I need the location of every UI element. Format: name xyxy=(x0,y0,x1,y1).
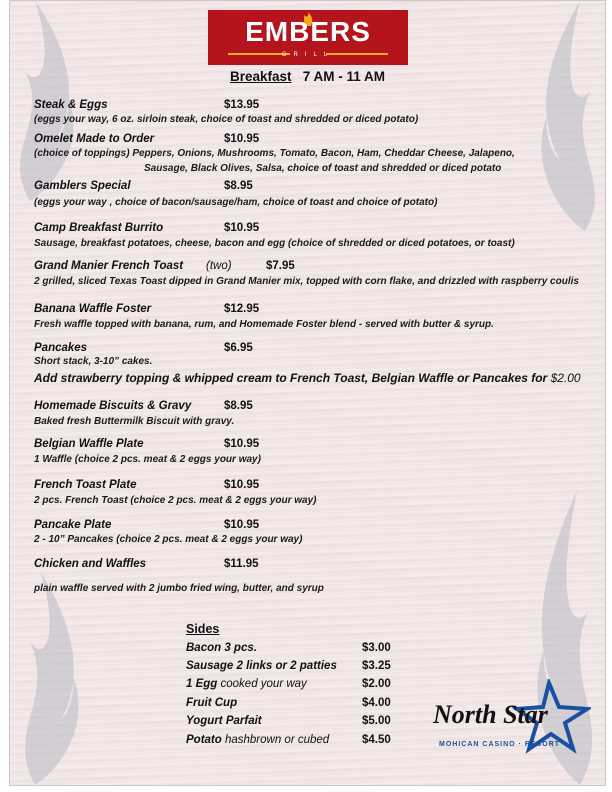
item-name: Pancakes xyxy=(34,342,88,354)
side-name-main: Fruit Cup xyxy=(186,697,238,709)
item-name: Banana Waffle Foster xyxy=(34,303,152,315)
logo-sub: GRILL xyxy=(281,52,335,58)
side-item xyxy=(186,734,416,750)
item-description: Sausage, Black Olives, Salsa, choice of toast and shredded or diced potato xyxy=(144,163,502,174)
north-star-logo xyxy=(429,679,591,754)
item-description: 2 grilled, sliced Texas Toast dipped in Grand Manier mix, topped with corn flake, and drizzled with raspberry coulis xyxy=(34,276,579,287)
item-price: $10.95 xyxy=(224,222,260,234)
promo-text: Add strawberry topping & whipped cream to French Toast, Belgian Waffle or Pancakes for xyxy=(34,371,548,385)
side-item xyxy=(186,660,416,676)
side-price: $3.00 xyxy=(362,642,391,654)
item-price: $10.95 xyxy=(224,479,260,491)
item-name: Steak & Eggs xyxy=(34,99,108,111)
item-price: $13.95 xyxy=(224,99,260,111)
side-name xyxy=(186,678,307,690)
item-name: Omelet Made to Order xyxy=(34,133,155,145)
logo-name: EMBERS xyxy=(245,16,371,47)
side-name-main: Sausage 2 links or 2 patties xyxy=(186,660,337,672)
page-title xyxy=(10,69,605,84)
item-description: Baked fresh Buttermilk Biscuit with gravy. xyxy=(34,416,235,427)
item-description: 2 pcs. French Toast (choice 2 pcs. meat & 2 eggs your way) xyxy=(34,495,317,506)
side-price: $3.25 xyxy=(362,660,391,672)
flame-right-top-icon xyxy=(535,1,605,231)
flame-left-bottom-icon xyxy=(10,571,85,785)
item-name: Pancake Plate xyxy=(34,519,112,531)
brand-name: North Star xyxy=(433,700,548,729)
item-name: Grand Manier French Toast xyxy=(34,260,184,272)
item-price: $7.95 xyxy=(266,260,295,272)
item-name: French Toast Plate xyxy=(34,479,137,491)
item-name: Homemade Biscuits & Gravy xyxy=(34,400,192,412)
item-name: Belgian Waffle Plate xyxy=(34,438,144,450)
item-price: $11.95 xyxy=(224,558,259,570)
item-price: $10.95 xyxy=(224,519,260,531)
item-description: (eggs your way , choice of bacon/sausage/ham, choice of toast and choice of potato) xyxy=(34,197,438,208)
item-description: (eggs your way, 6 oz. sirloin steak, choice of toast and shredded or diced potato) xyxy=(34,114,419,125)
side-item xyxy=(186,697,416,713)
side-item xyxy=(186,642,416,658)
side-name xyxy=(186,660,337,672)
side-name xyxy=(186,734,329,746)
side-price: $2.00 xyxy=(362,678,391,690)
item-price: $10.95 xyxy=(224,133,260,145)
side-name xyxy=(186,697,237,709)
embers-logo xyxy=(208,10,408,65)
item-price: $6.95 xyxy=(224,342,253,354)
item-description: (choice of toppings) Peppers, Onions, Mushrooms, Tomato, Bacon, Ham, Cheddar Cheese, Jalapeno, xyxy=(34,148,515,159)
item-description: plain waffle served with 2 jumbo fried wing, butter, and syrup xyxy=(34,583,324,594)
item-name: Camp Breakfast Burrito xyxy=(34,222,164,234)
item-qualifier: (two) xyxy=(206,260,232,272)
side-price: $4.50 xyxy=(362,734,391,746)
promo-price: $2.00 xyxy=(550,371,581,385)
heading-hours: 7 AM - 11 AM xyxy=(302,69,386,84)
promo-line xyxy=(34,371,581,385)
item-price: $8.95 xyxy=(224,400,253,412)
side-name-main: Bacon 3 pcs. xyxy=(186,642,257,654)
side-price: $4.00 xyxy=(362,697,391,709)
item-price: $12.95 xyxy=(224,303,260,315)
item-price: $8.95 xyxy=(224,180,253,192)
side-price: $5.00 xyxy=(362,715,391,727)
side-name xyxy=(186,642,257,654)
item-description: 1 Waffle (choice 2 pcs. meat & 2 eggs your way) xyxy=(34,454,261,465)
side-name-main: Potato xyxy=(186,734,222,746)
side-name-main: 1 Egg xyxy=(186,678,218,690)
side-name-extra: hashbrown or cubed xyxy=(221,734,330,746)
side-item xyxy=(186,715,416,731)
item-price: $10.95 xyxy=(224,438,260,450)
side-name xyxy=(186,715,262,727)
heading-title: Breakfast xyxy=(229,69,292,84)
sides-title: Sides xyxy=(186,622,220,636)
item-description: Sausage, breakfast potatoes, cheese, bacon and egg (choice of shredded or diced potatoes, or toast) xyxy=(34,238,515,249)
side-name-extra: cooked your way xyxy=(217,678,307,690)
side-item xyxy=(186,678,416,694)
menu-page xyxy=(9,0,606,786)
item-description: Fresh waffle topped with banana, rum, and Homemade Foster blend - served with butter & syrup. xyxy=(34,319,494,330)
item-name: Chicken and Waffles xyxy=(34,558,147,570)
side-name-main: Yogurt Parfait xyxy=(186,715,262,727)
item-description: Short stack, 3-10” cakes. xyxy=(34,356,153,367)
item-description: 2 - 10” Pancakes (choice 2 pcs. meat & 2 eggs your way) xyxy=(34,534,303,545)
brand-tagline: MOHICAN CASINO · RESORT xyxy=(439,741,560,748)
item-name: Gamblers Special xyxy=(34,180,131,192)
